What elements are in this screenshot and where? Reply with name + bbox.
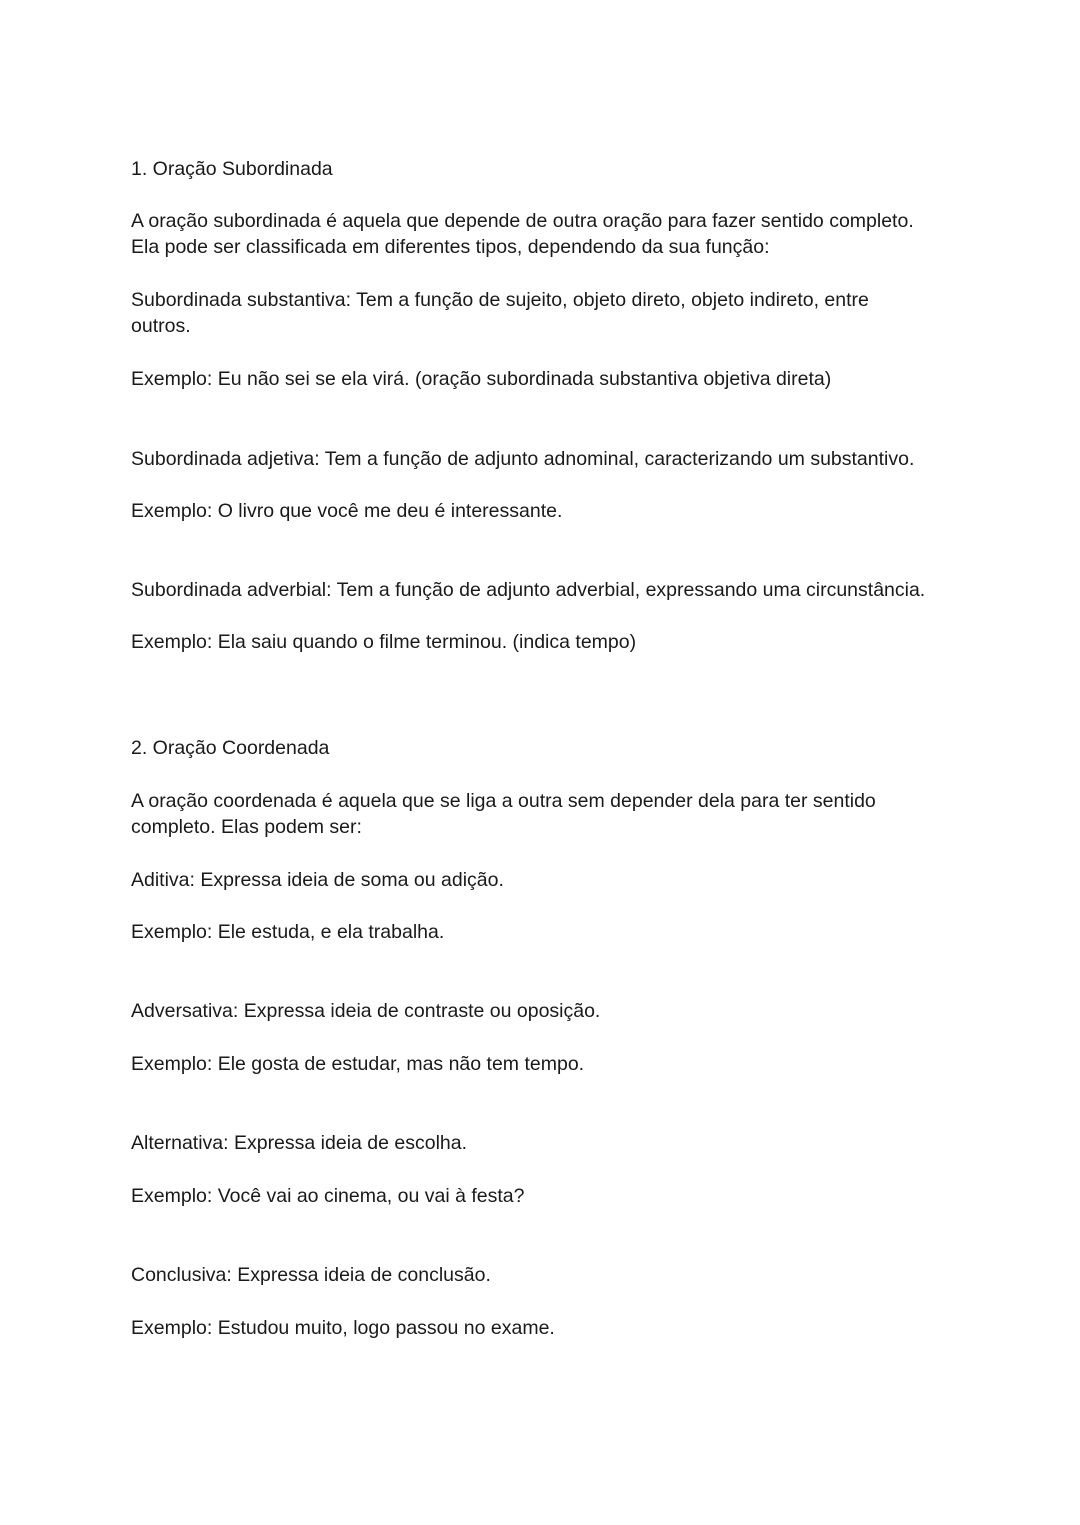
definition-substantiva: Subordinada substantiva: Tem a função de sujeito, objeto direto, objeto indireto, entre [131, 289, 869, 311]
definition-alternativa: Alternativa: Expressa ideia de escolha. [131, 1132, 468, 1154]
definition-adversativa: Adversativa: Expressa ideia de contraste ou oposição. [131, 1000, 601, 1022]
definition-conclusiva: Conclusiva: Expressa ideia de conclusão. [131, 1264, 491, 1286]
example-adverbial: Exemplo: Ela saiu quando o filme terminou. (indica tempo) [131, 631, 637, 653]
example-alternativa: Exemplo: Você vai ao cinema, ou vai à festa? [131, 1185, 525, 1207]
section-intro: completo. Elas podem ser: [131, 816, 362, 838]
example-aditiva: Exemplo: Ele estuda, e ela trabalha. [131, 921, 445, 943]
section-intro: Ela pode ser classificada em diferentes tipos, dependendo da sua função: [131, 236, 770, 258]
definition-adjetiva: Subordinada adjetiva: Tem a função de adjunto adnominal, caracterizando um substantivo. [131, 448, 915, 470]
definition-substantiva: outros. [131, 315, 191, 337]
section-intro: A oração coordenada é aquela que se liga a outra sem depender dela para ter sentido [131, 790, 876, 812]
section-heading: 1. Oração Subordinada [131, 158, 333, 180]
example-conclusiva: Exemplo: Estudou muito, logo passou no exame. [131, 1317, 555, 1339]
example-adversativa: Exemplo: Ele gosta de estudar, mas não tem tempo. [131, 1053, 585, 1075]
definition-aditiva: Aditiva: Expressa ideia de soma ou adição. [131, 869, 504, 891]
example-substantiva: Exemplo: Eu não sei se ela virá. (oração subordinada substantiva objetiva direta) [131, 368, 832, 390]
definition-adverbial: Subordinada adverbial: Tem a função de adjunto adverbial, expressando uma circunstância. [131, 579, 926, 601]
section-intro: A oração subordinada é aquela que depende de outra oração para fazer sentido completo. [131, 210, 914, 232]
example-adjetiva: Exemplo: O livro que você me deu é interessante. [131, 500, 563, 522]
section-heading: 2. Oração Coordenada [131, 737, 330, 759]
